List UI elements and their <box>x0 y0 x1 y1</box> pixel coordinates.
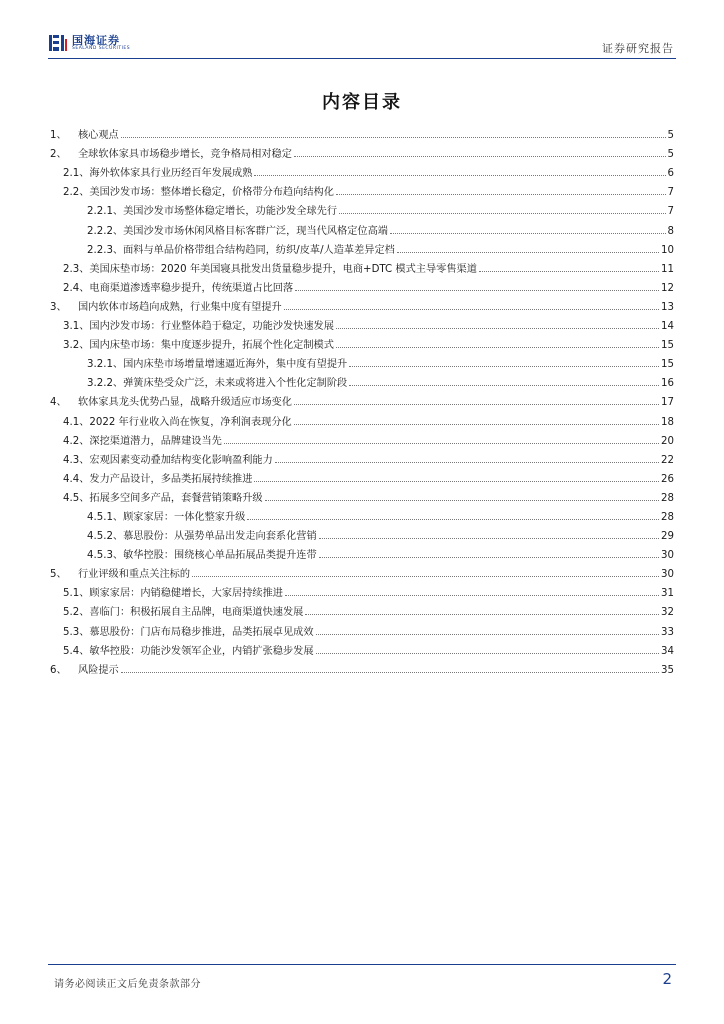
toc-entry-page: 18 <box>661 416 674 428</box>
toc-entry-page: 33 <box>661 626 674 638</box>
toc-entry-title: 核心观点 <box>78 130 119 142</box>
brand-name-en: SEALAND SECURITIES <box>72 45 131 51</box>
toc-entry-title: 美国沙发市场：整体增长稳定，价格带分布趋向结构化 <box>89 187 334 199</box>
toc-dot-leader <box>285 595 659 596</box>
toc-entry[interactable] <box>50 198 674 217</box>
toc-dot-leader <box>224 443 659 444</box>
toc-entry-page: 16 <box>661 378 674 390</box>
toc-dot-leader <box>349 385 659 386</box>
document-type: 证券研究报告 <box>602 42 674 55</box>
toc-entry-number: 3.2.2、 <box>87 378 124 390</box>
toc-entry-title: 软体家具龙头优势凸显，战略升级适应市场变化 <box>78 397 292 409</box>
footer-divider <box>48 964 676 965</box>
toc-entry-page: 26 <box>661 473 674 485</box>
toc-entry-number: 4.5.3、 <box>87 550 124 562</box>
toc-entry-number: 4.5.2、 <box>87 531 124 543</box>
toc-dot-leader <box>479 271 659 272</box>
toc-entry-page: 32 <box>661 607 674 619</box>
toc-entry[interactable] <box>50 580 674 599</box>
toc-entry-page: 29 <box>661 531 674 543</box>
toc-entry[interactable] <box>50 599 674 618</box>
toc-entry[interactable] <box>50 428 674 447</box>
toc-entry[interactable] <box>50 332 674 351</box>
toc-dot-leader <box>319 557 659 558</box>
toc-entry[interactable]: 1、 核心观点 5 <box>50 122 674 141</box>
toc-entry[interactable] <box>50 351 674 370</box>
toc-entry-number: 4.3、 <box>63 454 90 466</box>
toc-entry[interactable] <box>50 504 674 523</box>
toc-entry[interactable]: 4、 软体家具龙头优势凸显，战略升级适应市场变化 17 <box>50 389 674 408</box>
toc-entry[interactable] <box>50 447 674 466</box>
toc-entry-title: 海外软体家具行业历经百年发展成熟 <box>89 168 253 180</box>
toc-entry-page: 10 <box>661 244 674 256</box>
toc-entry-page: 13 <box>661 301 674 313</box>
toc-entry-title: 美国沙发市场整体稳定增长，功能沙发全球先行 <box>123 206 338 218</box>
toc-entry-number: 3.2.1、 <box>87 359 124 371</box>
toc-entry[interactable] <box>50 638 674 657</box>
toc-dot-leader <box>319 538 659 539</box>
toc-entry-title: 美国沙发市场休闲风格目标客群广泛，现当代风格定位高端 <box>123 225 388 237</box>
toc-entry[interactable] <box>50 370 674 389</box>
toc-entry[interactable] <box>50 179 674 198</box>
toc-entry[interactable] <box>50 275 674 294</box>
toc-entry-title: 国内床垫市场增量增速逼近海外，集中度有望提升 <box>123 359 348 371</box>
toc-dot-leader <box>295 290 659 291</box>
toc-entry-title: 发力产品设计，多品类拓展持续推进 <box>89 473 253 485</box>
toc-entry[interactable] <box>50 313 674 332</box>
toc-entry[interactable] <box>50 523 674 542</box>
toc-entry-number: 2.2、 <box>63 187 90 199</box>
toc-entry-number: 4.4、 <box>63 473 90 485</box>
toc-entry-title: 面料与单品价格带组合结构趋同，纺织/皮革/人造革差异定档 <box>123 244 395 256</box>
toc-dot-leader <box>121 137 666 138</box>
toc-entry-page: 30 <box>661 550 674 562</box>
page-title: 内容目录 <box>322 92 402 113</box>
toc-entry-title: 顾家家居：内销稳健增长，大家居持续推进 <box>89 588 283 600</box>
sealand-logo-icon <box>48 33 68 53</box>
toc-entry[interactable] <box>50 466 674 485</box>
toc-entry-number: 3.1、 <box>63 321 90 333</box>
toc-entry[interactable] <box>50 237 674 256</box>
toc-entry[interactable] <box>50 618 674 637</box>
toc-entry-title: 风险提示 <box>78 664 119 676</box>
toc-entry-number: 2.2.1、 <box>87 206 124 218</box>
toc-dot-leader <box>265 500 659 501</box>
brand-logo <box>48 32 130 54</box>
table-of-contents <box>50 122 674 676</box>
toc-entry-page: 5 <box>667 130 674 142</box>
toc-entry-number: 2.4、 <box>63 282 90 294</box>
toc-entry-page: 11 <box>661 263 674 275</box>
toc-entry-title: 拓展多空间多产品，套餐营销策略升级 <box>89 492 263 504</box>
toc-entry-title: 电商渠道渗透率稳步提升，传统渠道占比回落 <box>89 282 294 294</box>
toc-dot-leader <box>316 653 660 654</box>
toc-entry[interactable] <box>50 408 674 427</box>
toc-entry-title: 国内沙发市场：行业整体趋于稳定，功能沙发快速发展 <box>89 321 334 333</box>
toc-entry-title: 喜临门：积极拓展自主品牌，电商渠道快速发展 <box>89 607 304 619</box>
toc-entry-title: 敏华控股：围绕核心单品拓展品类提升连带 <box>123 550 317 562</box>
toc-dot-leader <box>339 213 665 214</box>
toc-entry-title: 宏观因素变动叠加结构变化影响盈利能力 <box>89 454 273 466</box>
toc-dot-leader <box>316 634 660 635</box>
toc-entry-page: 35 <box>661 664 674 676</box>
toc-entry-title: 敏华控股：功能沙发领军企业，内销扩张稳步发展 <box>89 645 314 657</box>
toc-entry-number: 2.2.3、 <box>87 244 124 256</box>
toc-entry-page: 34 <box>661 645 674 657</box>
toc-entry-page: 7 <box>667 187 674 199</box>
toc-entry[interactable]: 5、 行业评级和重点关注标的 30 <box>50 561 674 580</box>
toc-dot-leader <box>247 519 659 520</box>
toc-entry-page: 15 <box>661 340 674 352</box>
header-divider <box>48 58 676 59</box>
toc-entry-title: 全球软体家具市场稳步增长，竞争格局相对稳定 <box>78 149 292 161</box>
toc-dot-leader <box>305 614 659 615</box>
toc-entry-title: 顾家家居：一体化整家升级 <box>123 511 246 523</box>
toc-entry-number: 4.5、 <box>63 492 90 504</box>
toc-entry[interactable]: 3、 国内软体市场趋向成熟，行业集中度有望提升 13 <box>50 294 674 313</box>
toc-entry[interactable] <box>50 217 674 236</box>
toc-entry-page: 30 <box>661 569 674 581</box>
toc-dot-leader <box>284 309 659 310</box>
toc-dot-leader <box>294 404 659 405</box>
page-header <box>48 32 676 62</box>
toc-dot-leader <box>336 347 659 348</box>
toc-entry-page: 8 <box>667 225 674 237</box>
toc-entry-page: 5 <box>667 149 674 161</box>
toc-entry-title: 慕思股份：门店布局稳步推进，品类拓展卓见成效 <box>89 626 314 638</box>
toc-entry-page: 15 <box>661 359 674 371</box>
brand-name-cn: 国海证券 <box>72 33 120 47</box>
toc-dot-leader <box>254 175 665 176</box>
toc-entry[interactable] <box>50 485 674 504</box>
toc-entry-number: 4.2、 <box>63 435 90 447</box>
toc-entry-title: 慕思股份：从强势单品出发走向套系化营销 <box>123 531 317 543</box>
toc-entry[interactable] <box>50 542 674 561</box>
toc-entry-title: 2022 年行业收入尚在恢复，净利润表现分化 <box>89 416 292 428</box>
toc-entry[interactable] <box>50 160 674 179</box>
toc-dot-leader <box>336 328 659 329</box>
toc-entry-number: 2.1、 <box>63 168 90 180</box>
toc-entry[interactable] <box>50 256 674 275</box>
toc-entry-page: 28 <box>661 511 674 523</box>
toc-entry-page: 7 <box>667 206 674 218</box>
toc-entry-number: 4.1、 <box>63 416 90 428</box>
toc-entry-title: 行业评级和重点关注标的 <box>78 569 191 581</box>
toc-entry-number: 4.5.1、 <box>87 511 124 523</box>
disclaimer-note: 请务必阅读正文后免责条款部分 <box>54 979 201 990</box>
toc-dot-leader <box>192 576 659 577</box>
toc-entry-page: 20 <box>661 435 674 447</box>
toc-entry-number: 2.3、 <box>63 263 90 275</box>
toc-entry[interactable]: 2、 全球软体家具市场稳步增长，竞争格局相对稳定 5 <box>50 141 674 160</box>
toc-entry-number: 3.2、 <box>63 340 90 352</box>
toc-dot-leader <box>349 366 659 367</box>
toc-entry-page: 22 <box>661 454 674 466</box>
toc-entry-number: 5.4、 <box>63 645 90 657</box>
toc-dot-leader <box>294 156 666 157</box>
toc-dot-leader <box>390 233 666 234</box>
toc-dot-leader <box>336 194 666 195</box>
toc-dot-leader <box>254 481 659 482</box>
toc-entry-title: 深挖渠道潜力，品牌建设当先 <box>89 435 222 447</box>
toc-entry-title: 美国床垫市场：2020 年美国寝具批发出货量稳步提升，电商+DTC 模式主导零售渠道 <box>89 263 477 275</box>
page-number: 2 <box>662 970 672 988</box>
toc-dot-leader <box>294 424 659 425</box>
toc-entry-page: 28 <box>661 492 674 504</box>
toc-entry-title: 国内软体市场趋向成熟，行业集中度有望提升 <box>78 301 282 313</box>
toc-dot-leader <box>121 672 659 673</box>
toc-entry-title: 弹簧床垫受众广泛，未来或将进入个性化定制阶段 <box>123 378 348 390</box>
toc-entry-number: 5.3、 <box>63 626 90 638</box>
toc-entry-page: 14 <box>661 321 674 333</box>
toc-dot-leader <box>275 462 659 463</box>
toc-entry-page: 6 <box>667 168 674 180</box>
toc-entry-page: 17 <box>661 397 674 409</box>
toc-entry-title: 国内床垫市场：集中度逐步提升，拓展个性化定制模式 <box>89 340 334 352</box>
toc-entry-page: 12 <box>661 282 674 294</box>
toc-entry-number: 2.2.2、 <box>87 225 124 237</box>
toc-entry[interactable]: 6、 风险提示 35 <box>50 657 674 676</box>
toc-entry-page: 31 <box>661 588 674 600</box>
toc-entry-number: 5.1、 <box>63 588 90 600</box>
toc-dot-leader <box>397 252 659 253</box>
toc-entry-number: 5.2、 <box>63 607 90 619</box>
